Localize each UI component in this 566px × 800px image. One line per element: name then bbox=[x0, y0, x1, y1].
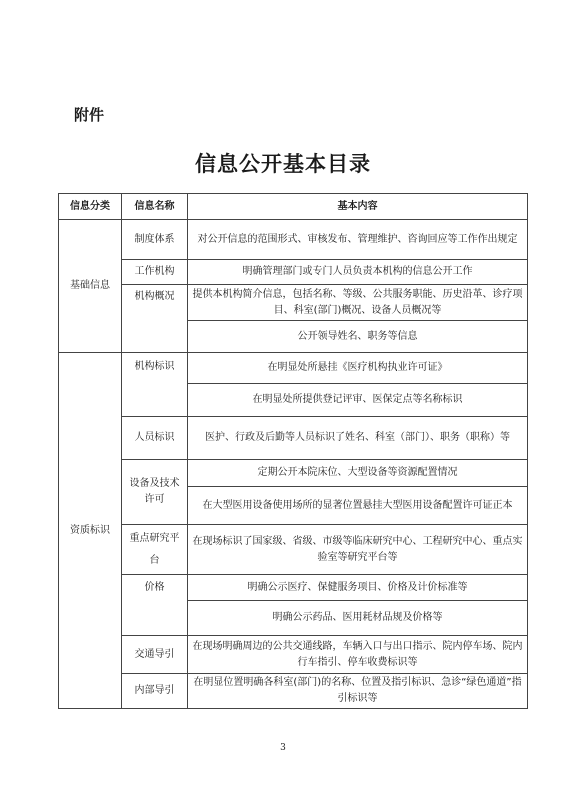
info-name-cell: 机构标识 bbox=[122, 353, 188, 417]
content-cell: 定期公开本院床位、大型设备等资源配置情况 bbox=[188, 460, 528, 487]
content-cell: 在大型医用设备使用场所的显著位置悬挂大型医用设备配置许可证正本 bbox=[188, 487, 528, 525]
page-title: 信息公开基本目录 bbox=[195, 152, 371, 176]
content-cell: 在明显处所提供登记评审、医保定点等名称标识 bbox=[188, 384, 528, 417]
table-row bbox=[59, 525, 528, 575]
content-cell: 提供本机构简介信息，包括名称、等级、公共服务职能、历史沿革、诊疗项目、科室(部门)概况、设备人员概况等 bbox=[188, 285, 528, 321]
info-name-cell: 交通导引 bbox=[122, 636, 188, 674]
table-row bbox=[59, 353, 528, 384]
header-category: 信息分类 bbox=[59, 194, 122, 220]
table-row bbox=[59, 636, 528, 674]
content-cell: 在现场标识了国家级、省级、市级等临床研究中心、工程研究中心、重点实验室等研究平台等 bbox=[188, 525, 528, 575]
info-name-cell: 内部导引 bbox=[122, 674, 188, 709]
content-cell: 对公开信息的范围形式、审核发布、管理维护、咨询回应等工作作出规定 bbox=[188, 220, 528, 260]
content-cell: 公开领导姓名、职务等信息 bbox=[188, 321, 528, 353]
table-row bbox=[59, 260, 528, 285]
table-row bbox=[59, 460, 528, 487]
content-cell: 明确公示医疗、保健服务项目、价格及计价标准等 bbox=[188, 575, 528, 601]
info-name-cell: 人员标识 bbox=[122, 417, 188, 460]
table-row bbox=[59, 285, 528, 321]
table-row bbox=[59, 674, 528, 709]
table-row bbox=[59, 575, 528, 601]
info-name-cell: 制度体系 bbox=[122, 220, 188, 260]
content-cell: 在现场明确周边的公共交通线路，车辆入口与出口指示、院内停车场、院内行车指引、停车收费标识等 bbox=[188, 636, 528, 674]
content-cell: 在明显位置明确各科室(部门)的名称、位置及指引标识、急诊“绿色通道”指引标识等 bbox=[188, 674, 528, 709]
info-name-cell: 工作机构 bbox=[122, 260, 188, 285]
content-cell: 医护、行政及后勤等人员标识了姓名、科室（部门）、职务（职称）等 bbox=[188, 417, 528, 460]
content-cell: 明确管理部门或专门人员负责本机构的信息公开工作 bbox=[188, 260, 528, 285]
page-number: 3 bbox=[280, 743, 286, 753]
header-name: 信息名称 bbox=[122, 194, 188, 220]
category-cell: 基础信息 bbox=[59, 220, 122, 353]
content-cell: 在明显处所悬挂《医疗机构执业许可证》 bbox=[188, 353, 528, 384]
header-content: 基本内容 bbox=[188, 194, 528, 220]
info-name-cell: 重点研究平台 bbox=[122, 525, 188, 575]
table-row bbox=[59, 220, 528, 260]
info-name-cell: 价格 bbox=[122, 575, 188, 636]
attachment-label: 附件 bbox=[74, 106, 105, 124]
category-cell: 资质标识 bbox=[59, 353, 122, 709]
info-name-cell: 机构概况 bbox=[122, 285, 188, 353]
table-row bbox=[59, 417, 528, 460]
content-cell: 明确公示药品、医用耗材品规及价格等 bbox=[188, 601, 528, 636]
catalog-table bbox=[58, 193, 528, 709]
table-header-row bbox=[59, 194, 528, 220]
info-name-cell: 设备及技术许可 bbox=[122, 460, 188, 525]
